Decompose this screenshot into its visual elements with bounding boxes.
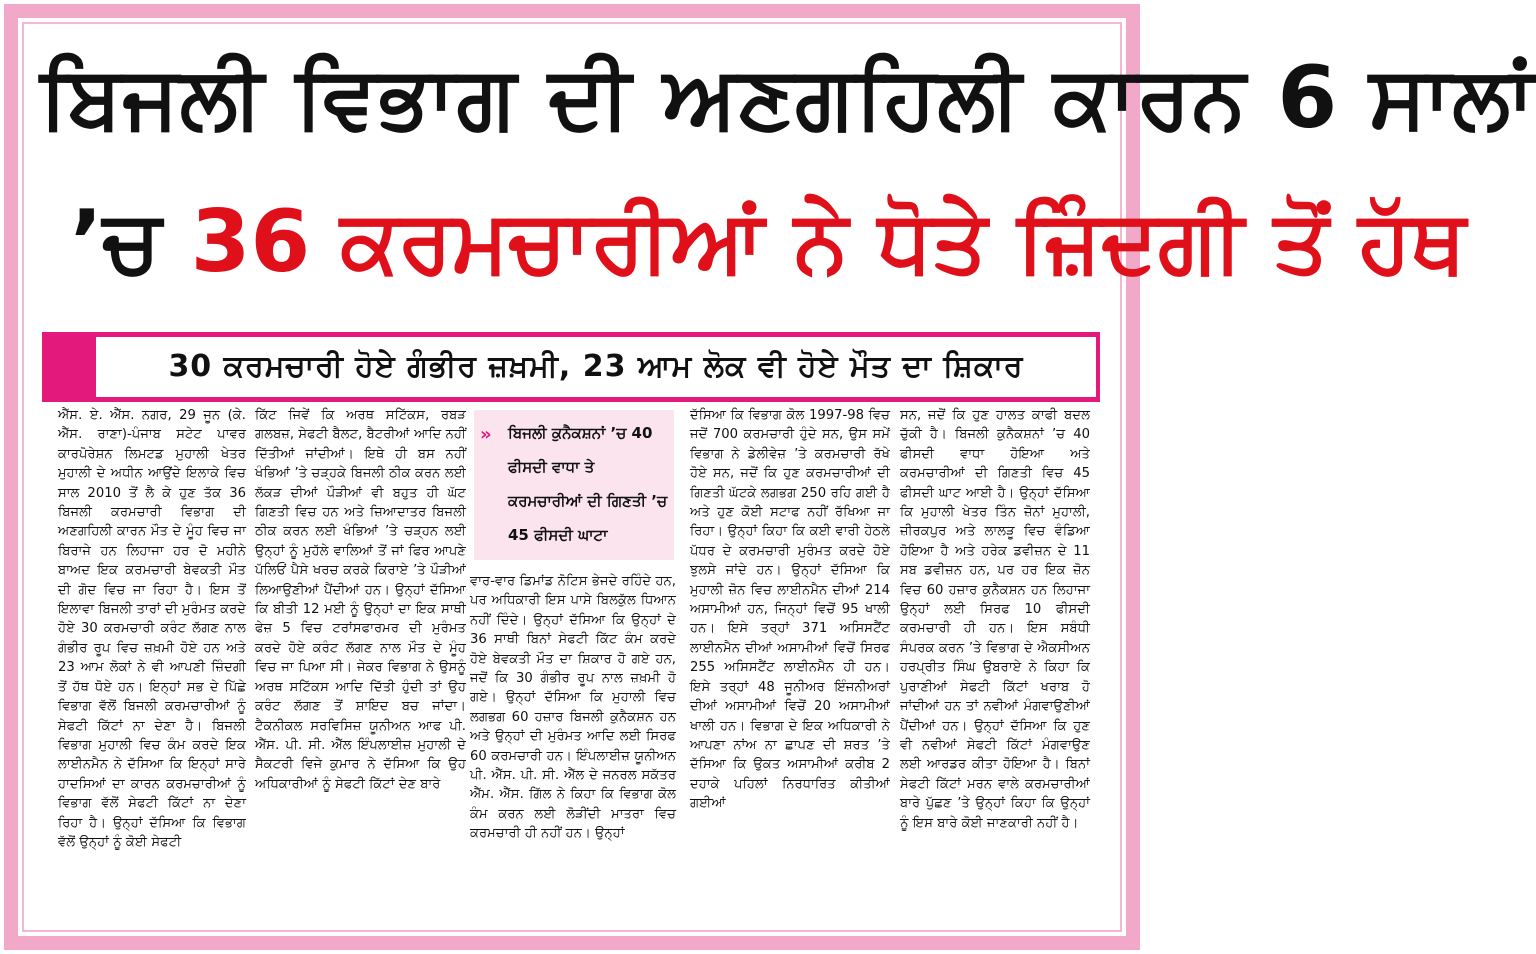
callout-box [474, 410, 674, 560]
headline-line-2 [70, 178, 1466, 306]
headline-line-2-prefix: ’ਚ [70, 192, 191, 292]
article-column-2: ਕਿੱਟ ਜਿਵੇਂ ਕਿ ਅਰਥ ਸਟਿੱਕਸ, ਰਬੜ ਗਲਬਜ਼, ਸੇਫਟੀ ਬੈਲਟ, ਬੈਟਰੀਆਂ ਆਦਿ ਨਹੀਂ ਦਿੱਤੀਆਂ ਜਾਂਦੀਆਂ। ਇਥੇ ਹੀ ਬਸ ਨਹੀਂ ਖੰਭਿਆਂ ’ਤੇ ਚੜ੍ਹਕੇ ਬਿਜਲੀ ਠੀਕ ਕਰਨ ਲਈ ਲੱਕੜ ਦੀਆਂ ਪੌੜੀਆਂ ਵੀ ਬਹੁਤ ਹੀ ਘੱਟ ਗਿਣਤੀ ਵਿਚ ਹਨ ਅਤੇ ਜ਼ਿਆਦਾਤਰ ਬਿਜਲੀ ਠੀਕ ਕਰਨ ਲਈ ਖੰਭਿਆਂ ’ਤੇ ਚੜ੍ਹਨ ਲਈ ਉਨ੍ਹਾਂ ਨੂੰ ਮੁਹੱਲੇ ਵਾਲਿਆਂ ਤੋਂ ਜਾਂ ਫਿਰ ਆਪਣੇ ਪੱਲਿਓਂ ਪੈਸੇ ਖਰਚ ਕਰਕੇ ਕਿਰਾਏ ’ਤੇ ਪੌੜੀਆਂ ਲਿਆਉਣੀਆਂ ਪੈਂਦੀਆਂ ਹਨ। ਉਨ੍ਹਾਂ ਦੱਸਿਆ ਕਿ ਬੀਤੀ 12 ਮਈ ਨੂੰ ਉਨ੍ਹਾਂ ਦਾ ਇਕ ਸਾਥੀ ਫੇਜ਼ 5 ਵਿਚ ਟਰਾਂਸਫਾਰਮਰ ਦੀ ਮੁਰੰਮਤ ਕਰਦੇ ਹੋਏ ਕਰੰਟ ਲੱਗਣ ਨਾਲ ਮੌਤ ਦੇ ਮੂੰਹ ਵਿਚ ਜਾ ਪਿਆ ਸੀ। ਜੇਕਰ ਵਿਭਾਗ ਨੇ ਉਸਨੂੰ ਅਰਥ ਸਟਿੱਕਸ ਆਦਿ ਦਿੱਤੀ ਹੁੰਦੀ ਤਾਂ ਉਹ ਕਰੰਟ ਲੱਗਣ ਤੋਂ ਸ਼ਾਇਦ ਬਚ ਜਾਂਦਾ। ਟੈਕਨੀਕਲ ਸਰਵਿਸਿਜ਼ ਯੂਨੀਅਨ ਆਫ ਪੀ. ਐੱਸ. ਪੀ. ਸੀ. ਐੱਲ ਇੰਪਲਾਈਜ਼ ਮੁਹਾਲੀ ਦੇ ਸੈਕਟਰੀ ਵਿਜੇ ਕੁਮਾਰ ਨੇ ਦੱਸਿਆ ਕਿ ਉਹ ਅਧਿਕਾਰੀਆਂ ਨੂੰ ਸੇਫਟੀ ਕਿੱਟਾਂ ਦੇਣ ਬਾਰੇ [255, 408, 466, 792]
headline-line-2-highlight: 36 ਕਰਮਚਾਰੀਆਂ ਨੇ ਧੋਤੇ ਜ਼ਿੰਦਗੀ ਤੋਂ ਹੱਥ [190, 192, 1466, 292]
article-column-4: ਦੱਸਿਆ ਕਿ ਵਿਭਾਗ ਕੋਲ 1997-98 ਵਿਚ ਜਦੋਂ 700 ਕਰਮਚਾਰੀ ਹੁੰਦੇ ਸਨ, ਉਸ ਸਮੇਂ ਵਿਭਾਗ ਨੇ ਡੇਲੀਵੇਜ਼ ’ਤੇ ਕਰਮਚਾਰੀ ਰੱਖੇ ਹੋਏ ਸਨ, ਜਦੋਂ ਕਿ ਹੁਣ ਕਰਮਚਾਰੀਆਂ ਦੀ ਗਿਣਤੀ ਘੱਟਕੇ ਲਗਭਗ 250 ਰਹਿ ਗਈ ਹੈ ਅਤੇ ਹੁਣ ਕੋਈ ਸਟਾਫ ਨਹੀਂ ਰੱਖਿਆ ਜਾ ਰਿਹਾ। ਉਨ੍ਹਾਂ ਕਿਹਾ ਕਿ ਕਈ ਵਾਰੀ ਹੇਠਲੇ ਪੱਧਰ ਦੇ ਕਰਮਚਾਰੀ ਮੁਰੰਮਤ ਕਰਦੇ ਹੋਏ ਝੁਲਸੇ ਜਾਂਦੇ ਹਨ। ਉਨ੍ਹਾਂ ਦੱਸਿਆ ਕਿ ਮੁਹਾਲੀ ਜ਼ੋਨ ਵਿਚ ਲਾਈਨਮੈਨ ਦੀਆਂ 214 ਅਸਾਮੀਆਂ ਹਨ, ਜਿਨ੍ਹਾਂ ਵਿਚੋਂ 95 ਖਾਲੀ ਹਨ। ਇਸੇ ਤਰ੍ਹਾਂ 371 ਅਸਿਸਟੈਂਟ ਲਾਈਨਮੈਨ ਦੀਆਂ ਅਸਾਮੀਆਂ ਵਿਚੋਂ ਸਿਰਫ 255 ਅਸਿਸਟੈਂਟ ਲਾਈਨਮੈਨ ਹੀ ਹਨ। ਇਸੇ ਤਰ੍ਹਾਂ 48 ਜੂਨੀਅਰ ਇੰਜਨੀਅਰਾਂ ਦੀਆਂ ਅਸਾਮੀਆਂ ਵਿਚੋਂ 20 ਅਸਾਮੀਆਂ ਖਾਲੀ ਹਨ। ਵਿਭਾਗ ਦੇ ਇਕ ਅਧਿਕਾਰੀ ਨੇ ਆਪਣਾ ਨਾਂਅ ਨਾ ਛਾਪਣ ਦੀ ਸ਼ਰਤ ’ਤੇ ਦੱਸਿਆ ਕਿ ਉਕਤ ਅਸਾਮੀਆਂ ਕਰੀਬ 2 ਦਹਾਕੇ ਪਹਿਲਾਂ ਨਿਰਧਾਰਿਤ ਕੀਤੀਆਂ ਗਈਆਂ [690, 408, 890, 812]
article-column-1: ਐੱਸ. ਏ. ਐੱਸ. ਨਗਰ, 29 ਜੂਨ (ਕੇ. ਐੱਸ. ਰਾਣਾ)-ਪੰਜਾਬ ਸਟੇਟ ਪਾਵਰ ਕਾਰਪੋਰੇਸ਼ਨ ਲਿਮਟਡ ਮੁਹਾਲੀ ਖੇਤਰ ਮੁਹਾਲੀ ਦੇ ਅਧੀਨ ਆਉਂਦੇ ਇਲਾਕੇ ਵਿਚ ਸਾਲ 2010 ਤੋਂ ਲੈ ਕੇ ਹੁਣ ਤੱਕ 36 ਬਿਜਲੀ ਕਰਮਚਾਰੀ ਵਿਭਾਗ ਦੀ ਅਣਗਹਿਲੀ ਕਾਰਨ ਮੌਤ ਦੇ ਮੂੰਹ ਵਿਚ ਜਾ ਬਿਰਾਜੇ ਹਨ ਲਿਹਾਜਾ ਹਰ ਦੋ ਮਹੀਨੇ ਬਾਅਦ ਇਕ ਕਰਮਚਾਰੀ ਬੇਵਕਤੀ ਮੌਤ ਦੀ ਗੋਦ ਵਿਚ ਜਾ ਰਿਹਾ ਹੈ। ਇਸ ਤੋਂ ਇਲਾਵਾ ਬਿਜਲੀ ਤਾਰਾਂ ਦੀ ਮੁਰੰਮਤ ਕਰਦੇ ਹੋਏ 30 ਕਰਮਚਾਰੀ ਕਰੰਟ ਲੱਗਣ ਨਾਲ ਗੰਭੀਰ ਰੂਪ ਵਿਚ ਜ਼ਖ਼ਮੀ ਹੋਏ ਹਨ ਅਤੇ 23 ਆਮ ਲੋਕਾਂ ਨੇ ਵੀ ਆਪਣੀ ਜ਼ਿੰਦਗੀ ਤੋਂ ਹੱਥ ਧੋਏ ਹਨ। ਇਨ੍ਹਾਂ ਸਭ ਦੇ ਪਿੱਛੇ ਵਿਭਾਗ ਵੱਲੋਂ ਬਿਜਲੀ ਕਰਮਚਾਰੀਆਂ ਨੂੰ ਸੇਫਟੀ ਕਿੱਟਾਂ ਨਾ ਦੇਣਾ ਹੈ। ਬਿਜਲੀ ਵਿਭਾਗ ਮੁਹਾਲੀ ਵਿਚ ਕੰਮ ਕਰਦੇ ਇਕ ਲਾਈਨਮੈਨ ਨੇ ਦੱਸਿਆ ਕਿ ਇਨ੍ਹਾਂ ਸਾਰੇ ਹਾਦਸਿਆਂ ਦਾ ਕਾਰਨ ਕਰਮਚਾਰੀਆਂ ਨੂੰ ਵਿਭਾਗ ਵੱਲੋਂ ਸੇਫਟੀ ਕਿੱਟਾਂ ਨਾ ਦੇਣਾ ਰਿਹਾ ਹੈ। ਉਨ੍ਹਾਂ ਦੱਸਿਆ ਕਿ ਵਿਭਾਗ ਵੱਲੋਂ ਉਨ੍ਹਾਂ ਨੂੰ ਕੋਈ ਸੇਫਟੀ [58, 408, 246, 850]
subheadline: 30 ਕਰਮਚਾਰੀ ਹੋਏ ਗੰਭੀਰ ਜ਼ਖ਼ਮੀ, 23 ਆਮ ਲੋਕ ਵੀ ਹੋਏ ਮੌਤ ਦਾ ਸ਼ਿਕਾਰ [96, 337, 1096, 397]
callout-text: ਬਿਜਲੀ ਕੁਨੈਕਸ਼ਨਾਂ ’ਚ 40 ਫੀਸਦੀ ਵਾਧਾ ਤੇ ਕਰਮਚਾਰੀਆਂ ਦੀ ਗਿਣਤੀ ’ਚ 45 ਫੀਸਦੀ ਘਾਟਾ [508, 424, 668, 544]
double-chevron-icon: » [480, 424, 492, 445]
headline-line-1: ਬਿਜਲੀ ਵਿਭਾਗ ਦੀ ਅਣਗਹਿਲੀ ਕਾਰਨ 6 ਸਾਲਾਂ [40, 48, 1536, 148]
article-column-3: ਵਾਰ-ਵਾਰ ਡਿਮਾਂਡ ਨੋਟਿਸ ਭੇਜਦੇ ਰਹਿੰਦੇ ਹਨ, ਪਰ ਅਧਿਕਾਰੀ ਇਸ ਪਾਸੇ ਬਿਲਕੁੱਲ ਧਿਆਨ ਨਹੀਂ ਦਿੰਦੇ। ਉਨ੍ਹਾਂ ਦੱਸਿਆ ਕਿ ਉਨ੍ਹਾਂ ਦੇ 36 ਸਾਥੀ ਬਿਨਾਂ ਸੇਫਟੀ ਕਿੱਟ ਕੰਮ ਕਰਦੇ ਹੋਏ ਬੇਵਕਤੀ ਮੌਤ ਦਾ ਸ਼ਿਕਾਰ ਹੋ ਗਏ ਹਨ, ਜਦੋਂ ਕਿ 30 ਗੰਭੀਰ ਰੂਪ ਨਾਲ ਜ਼ਖ਼ਮੀ ਹੋ ਗਏ। ਉਨ੍ਹਾਂ ਦੱਸਿਆ ਕਿ ਮੁਹਾਲੀ ਵਿਚ ਲਗਭਗ 60 ਹਜ਼ਾਰ ਬਿਜਲੀ ਕੁਨੈਕਸ਼ਨ ਹਨ ਅਤੇ ਉਨ੍ਹਾਂ ਦੀ ਮੁਰੰਮਤ ਆਦਿ ਲਈ ਸਿਰਫ 60 ਕਰਮਚਾਰੀ ਹਨ। ਇੰਪਲਾਈਜ਼ ਯੂਨੀਅਨ ਪੀ. ਐੱਸ. ਪੀ. ਸੀ. ਐੱਲ ਦੇ ਜਨਰਲ ਸਕੱਤਰ ਐੱਮ. ਐੱਸ. ਗਿੱਲ ਨੇ ਕਿਹਾ ਕਿ ਵਿਭਾਗ ਕੋਲ ਕੰਮ ਕਰਨ ਲਈ ਲੋੜੀਂਦੀ ਮਾਤਰਾ ਵਿਚ ਕਰਮਚਾਰੀ ਹੀ ਨਹੀਂ ਹਨ। ਉਨ੍ਹਾਂ [470, 574, 676, 842]
article-column-5: ਸਨ, ਜਦੋਂ ਕਿ ਹੁਣ ਹਾਲਤ ਕਾਫੀ ਬਦਲ ਚੁੱਕੀ ਹੈ। ਬਿਜਲੀ ਕੁਨੈਕਸ਼ਨਾਂ ’ਚ 40 ਫੀਸਦੀ ਵਾਧਾ ਹੋਇਆ ਅਤੇ ਕਰਮਚਾਰੀਆਂ ਦੀ ਗਿਣਤੀ ਵਿਚ 45 ਫੀਸਦੀ ਘਾਟ ਆਈ ਹੈ। ਉਨ੍ਹਾਂ ਦੱਸਿਆ ਕਿ ਮੁਹਾਲੀ ਖੇਤਰ ਤਿੰਨ ਜ਼ੋਨਾਂ ਮੁਹਾਲੀ, ਜ਼ੀਰਕਪੁਰ ਅਤੇ ਲਾਲੜੂ ਵਿਚ ਵੰਡਿਆ ਹੋਇਆ ਹੈ ਅਤੇ ਹਰੇਕ ਡਵੀਜ਼ਨ ਦੇ 11 ਸਬ ਡਵੀਜ਼ਨ ਹਨ, ਪਰ ਹਰ ਇਕ ਜ਼ੋਨ ਵਿਚ 60 ਹਜ਼ਾਰ ਕੁਨੈਕਸ਼ਨ ਹਨ ਲਿਹਾਜਾ ਉਨ੍ਹਾਂ ਲਈ ਸਿਰਫ 10 ਫੀਸਦੀ ਕਰਮਚਾਰੀ ਹੀ ਹਨ। ਇਸ ਸਬੰਧੀ ਸੰਪਰਕ ਕਰਨ ’ਤੇ ਵਿਭਾਗ ਦੇ ਐਕਸੀਅਨ ਹਰਪ੍ਰੀਤ ਸਿੰਘ ਉਬਰਾਏ ਨੇ ਕਿਹਾ ਕਿ ਪੁਰਾਣੀਆਂ ਸੇਫਟੀ ਕਿੱਟਾਂ ਖਰਾਬ ਹੋ ਜਾਂਦੀਆਂ ਹਨ ਤਾਂ ਨਵੀਆਂ ਮੰਗਵਾਉਣੀਆਂ ਪੈਂਦੀਆਂ ਹਨ। ਉਨ੍ਹਾਂ ਦੱਸਿਆ ਕਿ ਹੁਣ ਵੀ ਨਵੀਆਂ ਸੇਫਟੀ ਕਿੱਟਾਂ ਮੰਗਵਾਉਣ ਲਈ ਆਰਡਰ ਕੀਤਾ ਹੋਇਆ ਹੈ। ਬਿਨਾਂ ਸੇਫਟੀ ਕਿੱਟਾਂ ਮਰਨ ਵਾਲੇ ਕਰਮਚਾਰੀਆਂ ਬਾਰੇ ਪੁੱਛਣ ’ਤੇ ਉਨ੍ਹਾਂ ਕਿਹਾ ਕਿ ਉਨ੍ਹਾਂ ਨੂੰ ਇਸ ਬਾਰੇ ਕੋਈ ਜਾਣਕਾਰੀ ਨਹੀਂ ਹੈ। [900, 408, 1090, 831]
